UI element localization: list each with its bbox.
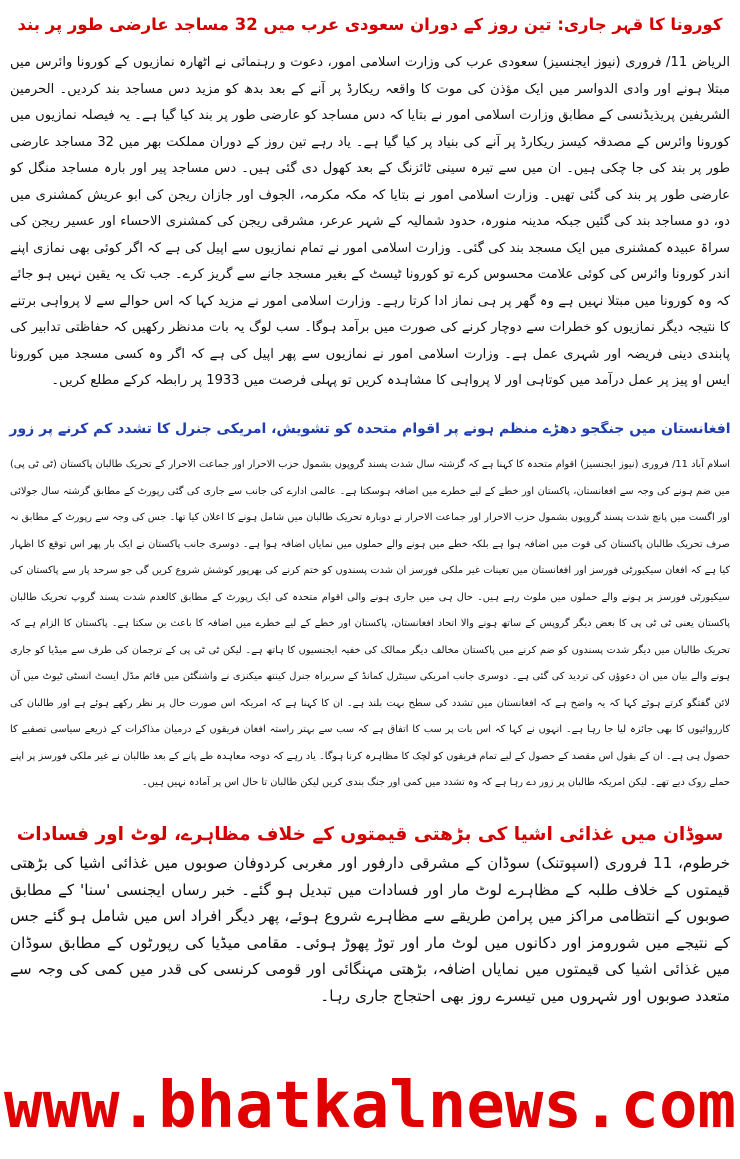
article-body-afghanistan: اسلام آباد 11/ فروری (نیوز ایجنسیز) اقوام متحدہ کا کہنا ہے کہ گزشتہ سال شدت پسند گروپوں بشمول حزب الاحرار اور جماعت الاحرار کے تحریک طالبان پاکستان (ٹی ٹی پی) میں ضم ہونے کی وجہ سے افغانستان، پاکستان اور خطے کے لیے خطرے میں اضافہ ہوسکتا ہے۔ عالمی ادارے کی جانب سے جاری کی گئی رپورٹ کے مطابق گزشتہ سال جولائی اور اگست میں پانچ شدت پسند گروپوں بشمول حزب الاحرار اور جماعت الاحرار نے دوبارہ تحریک طالبان میں شامل ہونے کا اعلان کیا تھا۔ جس کی وجہ سے رپورٹ کے مطابق نہ صرف تحریک طالبان پاکستان کی قوت میں اضافہ ہوا ہے بلکہ خطے میں ہونے والے حملوں میں نمایاں اضافہ ہوا ہے۔ دوسری جانب پاکستان نے ایک بار پھر اس توقع کا اظہار کیا ہے کہ افغان سیکیورٹی فورسز اور افغانستان میں تعینات غیر ملکی فورسز ان شدت پسندوں کو ختم کرنے کی بھرپور کوشش شروع کریں گی جو سرحد پار سے پاکستان کی سیکیورٹی فورسز پر ہونے والے حملوں میں ملوث رہے ہیں۔ حال ہی میں جاری ہونے والی اقوام متحدہ کی ایک رپورٹ کے مطابق کالعدم شدت پسند گروپ تحریک طالبان پاکستان یعنی ٹی ٹی پی کا بعض دیگر گروپس کے ساتھ ہونے والا اتحاد افغانستان، پاکستان اور خطے کے لیے خطرے میں اضافہ کا باعث بن سکتا ہے۔ پاکستان کا الزام ہے کہ تحریک طالبان میں دیگر شدت پسندوں کو ضم کرنے میں پاکستان مخالف دیگر ممالک کی خفیہ ایجنسیوں کا ہاتھ ہے۔ لیکن ٹی ٹی پی کے ترجمان کی طرف سے میڈیا کو جاری ہونے والے بیان میں ان دعوؤں کی تردید کی گئی ہے۔ دوسری جانب امریکی سینٹرل کمانڈ کے سربراہ جنرل کینتھ میکنزی نے واشنگٹن میں قائم مڈل ایسٹ انسٹی ٹیوٹ میں آن لائن گفتگو کرتے ہوئے کہا کہ یہ واضح ہے کہ افغانستان میں تشدد کی سطح بہت بلند ہے۔ ان کا کہنا ہے کہ امریکہ اس صورت حال پر نظر رکھے ہوئے ہے اور طالبان کی کارروائیوں کا بھی جائزہ لیا جا رہا ہے۔ انہوں نے کہا کہ اس بات پر سب کا اتفاق ہے کہ سب سے بہتر راستہ افغان فریقوں کے درمیان مذاکرات کے ذریعے سیاسی تصفیے کا حصول ہی ہے۔ ان کے بقول اس مقصد کے حصول کے لیے تمام فریقوں کو لچک کا مظاہرہ کرنا ہوگا۔ یاد رہے کہ دوحہ معاہدہ طے پانے کے بعد طالبان نے غیر ملکی فورسز پر اپنے حملے روک دیے تھے۔ لیکن امریکہ طالبان پر زور دے رہا ہے کہ وہ تشدد میں کمی اور جنگ بندی کریں لیکن طالبان تا حال اس پر آمادہ نہیں ہیں۔ [10,459,730,788]
headline-sudan: سوڈان میں غذائی اشیا کی بڑھتی قیمتوں کے خلاف مظاہرے، لوٹ اور فسادات [16,824,724,846]
headline-afghanistan: افغانستان میں جنگجو دھڑے منظم ہونے پر اقوام متحدہ کو تشویش، امریکی جنرل کا تشدد کم کرنے پر زور [9,421,731,438]
article-body-saudi-mosques: الریاض 11/ فروری (نیوز ایجنسیز) سعودی عرب کی وزارت اسلامی امور، دعوت و رہنمائی نے اٹھارہ نمازیوں کے کورونا وائرس میں مبتلا ہونے اور وادی الدواسر میں ایک مؤذن کی موت کا واقعہ ریکارڈ پر آنے کے بعد بدھ کو مزید دس مساجد بند کردیں۔ الحرمین الشریفین پریذیڈنسی کے مطابق وزارت اسلامی امور نے بتایا کہ دس مساجد کو عارضی طور پر بند کیا گیا ہے۔ یہ فیصلہ نمازیوں میں کورونا وائرس کے مصدقہ کیسز ریکارڈ پر آنے کی بنیاد پر کیا گیا ہے۔ یاد رہے تین روز کے دوران مملکت بھر میں 32 مساجد عارضی طور پر بند کی جا چکی ہیں۔ ان میں سے تیرہ سینی ٹائزنگ کے بعد کھول دی گئی ہیں۔ دس مساجد پیر اور بارہ مساجد منگل کو عارضی طور پر بند کی گئی تھیں۔ وزارت اسلامی امور نے بتایا کہ مکہ مکرمہ، الجوف اور جازان ریجن کی ابو عریش کمشنری میں دو، دو مساجد بند کی گئیں جبکہ مدینہ منورہ، حدود شمالیہ کے شہر عرعر، مشرقی ریجن کی کمشنری الاحساء اور عسیر ریجن کی سراۃ عبیدہ کمشنری میں ایک مسجد بند کی گئی۔ وزارت اسلامی امور نے تمام نمازیوں سے اپیل کی ہے کہ اگر کوئی بھی نمازی اپنے اندر کورونا وائرس کی کوئی علامت محسوس کرے تو کورونا ٹیسٹ کے بغیر مسجد جانے سے گریز کرے۔ جب تک یہ یقین نہیں ہو جائے کہ وہ کورونا میں مبتلا نہیں ہے وہ گھر پر ہی نماز ادا کرتا رہے۔ وزارت اسلامی امور نے مزید کہا کہ اس حوالے سے لا پرواہی برتنے کا نتیجہ دیگر نمازیوں کو خطرات سے دوچار کرنے کی صورت میں برآمد ہوگا۔ سب لوگ یہ بات مدنظر رکھیں کہ حفاظتی تدابیر کی پابندی دینی فریضہ اور شہری عمل ہے۔ وزارت اسلامی امور نے نمازیوں سے پھر اپیل کی ہے کہ اگر وہ کسی مسجد میں کورونا ایس او پیز پر عمل درآمد میں کوتاہی اور لا پرواہی کا مشاہدہ کریں تو پہلی فرصت میں 1933 پر رابطہ کرکے مطلع کریں۔ [10,55,730,388]
headline-saudi-mosques: کورونا کا قہر جاری: تین روز کے دوران سعودی عرب میں 32 مساجد عارضی طور پر بند [17,15,723,35]
site-url-footer[interactable]: www.bhatkalnews.com [3,1069,737,1143]
article-body-sudan: خرطوم، 11 فروری (اسپوتنک) سوڈان کے مشرقی دارفور اور مغربی کردوفان صوبوں میں غذائی اشیا کی بڑھتی قیمتوں کے خلاف طلبہ کے مظاہرے لوٹ مار اور فسادات میں تبدیل ہو گئے۔ خبر رساں ایجنسی 'سنا' کے مطابق صوبوں کے انتظامی مراکز میں پرامن طریقے سے مظاہرے شروع ہوئے، پھر دیگر افراد اس میں شامل ہو گئے جس کے نتیجے میں شورومز اور دکانوں میں لوٹ مار اور توڑ پھوڑ ہوئی۔ مقامی میڈیا کی رپورٹوں کے مطابق سوڈان میں غذائی اشیا کی قیمتوں میں نمایاں اضافہ، بڑھتی مہنگائی اور قومی کرنسی کی قدر میں کمی کی وجہ سے متعدد صوبوں اور شہروں میں تیسرے روز بھی احتجاج جاری رہا۔ [10,854,730,1005]
